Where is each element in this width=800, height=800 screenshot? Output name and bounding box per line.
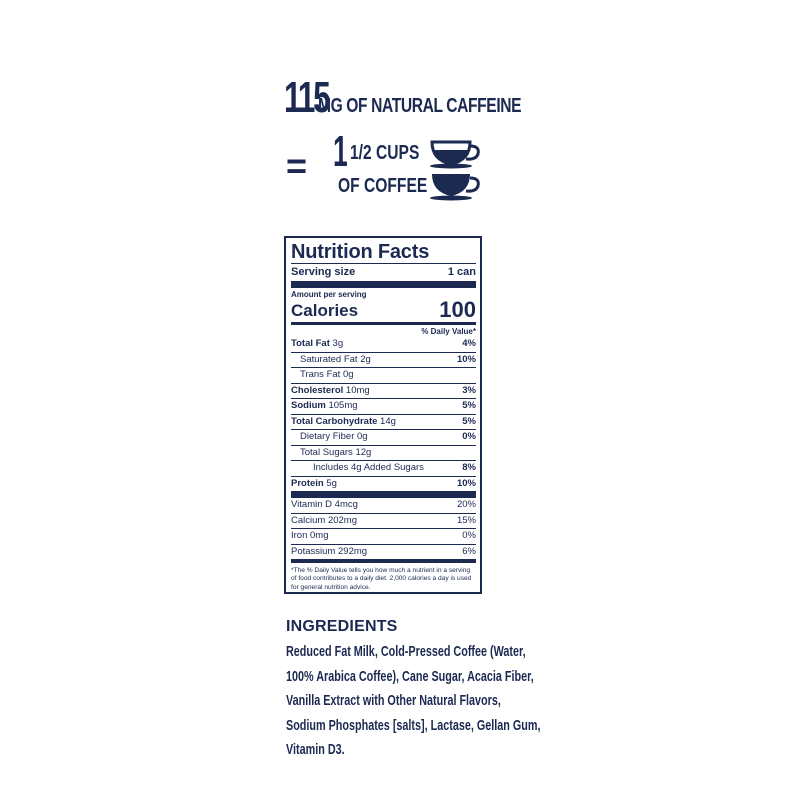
vitamin-amount: 292mg bbox=[338, 545, 368, 557]
nutrient-row bbox=[291, 445, 476, 461]
vitamin-row bbox=[291, 528, 476, 544]
vitamin-row bbox=[291, 544, 476, 560]
nutrient-dv: 3% bbox=[462, 384, 476, 396]
vitamin-dv: 0% bbox=[462, 530, 476, 541]
nutrient-name: Cholesterol bbox=[291, 384, 344, 396]
nutrient-amount: 3g bbox=[332, 338, 344, 349]
cups-line-2: OF COFFEE bbox=[338, 175, 428, 197]
nutrient-name: Total Carbohydrate bbox=[291, 415, 378, 427]
nutrient-amount: 0g bbox=[357, 431, 368, 442]
nutrient-amount: 10mg bbox=[345, 384, 370, 396]
nutrient-name: Total Fat bbox=[291, 338, 330, 349]
nutrient-dv: 10% bbox=[456, 477, 476, 489]
coffee-cups-icon bbox=[426, 136, 486, 202]
daily-value-header: % Daily Value* bbox=[291, 322, 476, 337]
divider-thick bbox=[291, 281, 476, 288]
nutrient-row bbox=[291, 383, 476, 399]
amount-per-serving: Amount per serving bbox=[291, 290, 367, 299]
vitamin-row bbox=[291, 513, 476, 529]
nutrient-dv: 5% bbox=[462, 415, 476, 427]
calories-value: 100 bbox=[439, 297, 476, 322]
vitamin-amount: 0mg bbox=[310, 530, 329, 541]
nutrient-row bbox=[291, 476, 476, 492]
nutrient-row bbox=[291, 367, 476, 383]
nutrient-dv: 5% bbox=[462, 400, 476, 411]
nutrient-name: Trans Fat bbox=[300, 369, 341, 380]
daily-value-footnote: *The % Daily Value tells you how much a nutrient in a serving of food contributes to a daily diet. 2,000 calories a day is used for general nutrition advice. bbox=[291, 559, 476, 592]
ingredients-line: Sodium Phosphates [salts], Lactase, Gellan Gum, bbox=[286, 716, 541, 734]
cups-line-1: 1/2 CUPS bbox=[350, 142, 420, 164]
caffeine-amount: 115 bbox=[284, 73, 329, 122]
nutrient-amount: 2g bbox=[360, 353, 371, 365]
nutrient-dv: 10% bbox=[456, 353, 476, 365]
vitamin-dv: 6% bbox=[462, 545, 476, 557]
calories-label: Calories bbox=[291, 301, 359, 320]
nutrient-dv: 8% bbox=[462, 462, 476, 473]
nutrient-row bbox=[291, 460, 476, 476]
nutrition-facts-title: Nutrition Facts bbox=[291, 241, 430, 263]
vitamin-dv: 20% bbox=[456, 499, 476, 510]
caffeine-label: MG OF NATURAL CAFFEINE bbox=[318, 95, 522, 117]
vitamin-name: Vitamin D bbox=[291, 499, 333, 510]
nutrient-name: Dietary Fiber bbox=[300, 431, 355, 442]
nutrient-amount: 0g bbox=[342, 369, 354, 380]
vitamin-amount: 4mcg bbox=[334, 499, 358, 510]
divider-thick bbox=[291, 491, 476, 498]
vitamin-name: Iron bbox=[291, 530, 308, 541]
nutrient-row bbox=[291, 398, 476, 414]
nutrient-amount: 12g bbox=[355, 446, 372, 458]
vitamin-amount: 202mg bbox=[327, 514, 358, 526]
ingredients-text bbox=[286, 640, 541, 763]
nutrient-name: Includes 4g Added Sugars bbox=[313, 462, 424, 473]
cups-number: 1 bbox=[333, 127, 348, 176]
nutrient-row bbox=[291, 352, 476, 368]
nutrient-name: Total Sugars bbox=[300, 446, 353, 458]
serving-size-row bbox=[291, 263, 476, 279]
nutrient-amount: 5g bbox=[326, 477, 337, 489]
vitamin-row bbox=[291, 498, 476, 513]
nutrient-name: Saturated Fat bbox=[300, 353, 358, 365]
nutrient-row bbox=[291, 337, 476, 352]
ingredients-title: INGREDIENTS bbox=[286, 618, 398, 635]
calories-row bbox=[291, 298, 476, 322]
nutrient-name: Sodium bbox=[291, 400, 326, 411]
serving-size-value: 1 can bbox=[447, 266, 476, 278]
vitamin-name: Potassium bbox=[291, 545, 336, 557]
nutrition-facts-label bbox=[284, 236, 482, 594]
ingredients-line: Vanilla Extract with Other Natural Flavors, bbox=[286, 692, 501, 709]
vitamin-name: Calcium bbox=[291, 514, 326, 526]
ingredients-line: Vitamin D3. bbox=[286, 741, 345, 758]
nutrient-dv: 4% bbox=[462, 338, 476, 349]
ingredients-line: Reduced Fat Milk, Cold-Pressed Coffee (Water, bbox=[286, 643, 526, 660]
nutrient-amount: 105mg bbox=[328, 400, 358, 411]
vitamin-dv: 15% bbox=[456, 514, 476, 526]
serving-size-label: Serving size bbox=[291, 266, 356, 278]
equals-sign: = bbox=[286, 145, 308, 186]
ingredients-line: 100% Arabica Coffee), Cane Sugar, Acacia Fiber, bbox=[286, 667, 534, 685]
nutrient-row bbox=[291, 429, 476, 445]
caffeine-headline bbox=[284, 73, 578, 122]
nutrient-amount: 14g bbox=[380, 415, 396, 427]
nutrient-row bbox=[291, 414, 476, 430]
nutrient-dv: 0% bbox=[462, 431, 476, 442]
nutrient-name: Protein bbox=[291, 477, 324, 489]
